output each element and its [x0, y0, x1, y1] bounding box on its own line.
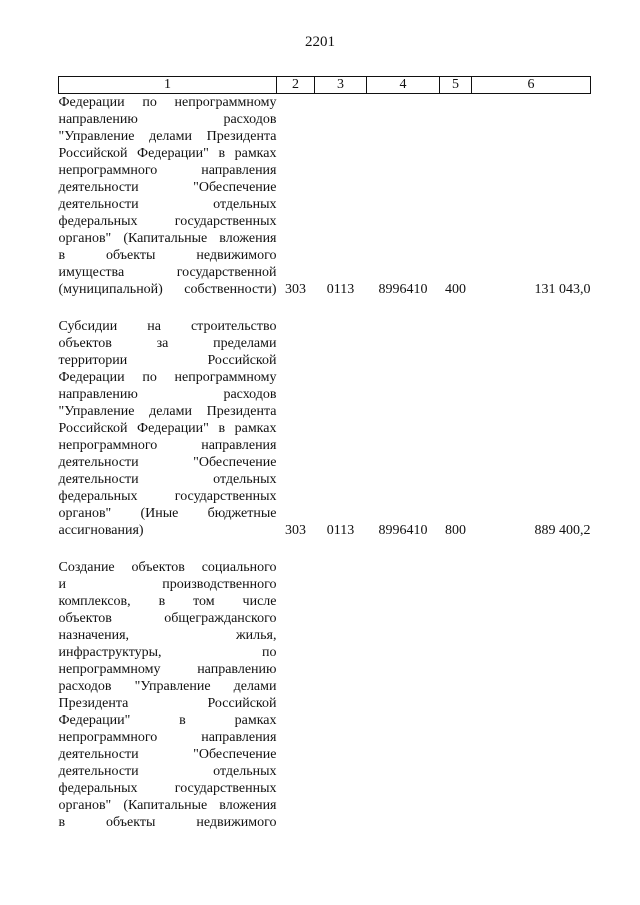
- row-description: [59, 559, 277, 831]
- section-code: [315, 559, 367, 831]
- description-line: "Управление делами Президента: [58, 404, 277, 419]
- description-line: расходов "Управление делами: [58, 679, 277, 694]
- column-header: 5: [440, 77, 472, 94]
- target-article-code: [367, 559, 440, 831]
- description-line: объектов общегражданского: [58, 611, 277, 626]
- description-line: (муниципальной) собственности): [58, 282, 277, 297]
- description-line: непрограммного направления: [58, 163, 277, 178]
- description-line: деятельности отдельных: [58, 764, 277, 779]
- target-article-code: 8996410: [378, 282, 428, 297]
- description-line: деятельности "Обеспечение: [58, 747, 277, 762]
- description-line: органов" (Капитальные вложения: [58, 231, 277, 246]
- column-header: 3: [315, 77, 367, 94]
- target-article-code: 8996410: [378, 523, 428, 538]
- description-line: федеральных государственных: [58, 489, 277, 504]
- ministry-code: 303: [285, 523, 306, 538]
- budget-table: [58, 76, 591, 831]
- description-line: непрограммного направления: [58, 438, 277, 453]
- description-line: деятельности "Обеспечение: [58, 455, 277, 470]
- ministry-code: [277, 559, 315, 831]
- description-line: Федерации" в рамках: [58, 713, 277, 728]
- description-line: и производственного: [58, 577, 277, 592]
- description-line: непрограммного направления: [58, 730, 277, 745]
- row-spacer: [59, 539, 591, 559]
- expense-type-code: [440, 559, 472, 831]
- description-line: направлению расходов: [58, 112, 277, 127]
- description-line: имущества государственной: [58, 265, 277, 280]
- description-line: органов" (Иные бюджетные: [58, 506, 277, 521]
- column-header: 1: [59, 77, 277, 94]
- description-line: органов" (Капитальные вложения: [58, 798, 277, 813]
- column-header: 2: [277, 77, 315, 94]
- page-number: 2201: [305, 34, 335, 50]
- description-line: инфраструктуры, по: [58, 645, 277, 660]
- description-line: Российской Федерации" в рамках: [58, 146, 277, 161]
- amount-value: 131 043,0: [534, 282, 591, 297]
- description-line: в объекты недвижимого: [58, 248, 277, 263]
- description-line: комплексов, в том числе: [58, 594, 277, 609]
- description-line: Российской Федерации" в рамках: [58, 421, 277, 436]
- column-header: 4: [367, 77, 440, 94]
- section-code: 0113: [326, 282, 355, 297]
- table-row: [59, 94, 591, 299]
- row-description: [59, 94, 277, 299]
- description-line: Субсидии на строительство: [58, 319, 277, 334]
- table-row: [59, 559, 591, 831]
- description-line: Создание объектов социального: [58, 560, 277, 575]
- description-line: территории Российской: [58, 353, 277, 368]
- description-line: "Управление делами Президента: [58, 129, 277, 144]
- row-description: [59, 318, 277, 539]
- amount-value: 889 400,2: [534, 523, 591, 538]
- description-line: Федерации по непрограммному: [58, 370, 277, 385]
- column-header: 6: [472, 77, 591, 94]
- description-line: назначения, жилья,: [58, 628, 277, 643]
- expense-type-code: 800: [445, 523, 466, 538]
- table-header-row: [59, 77, 591, 94]
- description-line: федеральных государственных: [58, 781, 277, 796]
- ministry-code: 303: [285, 282, 306, 297]
- description-line: Президента Российской: [58, 696, 277, 711]
- description-line: ассигнования): [58, 523, 144, 538]
- description-line: непрограммному направлению: [58, 662, 277, 677]
- description-line: в объекты недвижимого: [58, 815, 277, 830]
- section-code: 0113: [326, 523, 355, 538]
- description-line: деятельности отдельных: [58, 197, 277, 212]
- table-row: [59, 318, 591, 539]
- amount-value: [472, 559, 591, 831]
- description-line: деятельности отдельных: [58, 472, 277, 487]
- row-spacer: [59, 298, 591, 318]
- expense-type-code: 400: [445, 282, 466, 297]
- description-line: деятельности "Обеспечение: [58, 180, 277, 195]
- description-line: объектов за пределами: [58, 336, 277, 351]
- description-line: федеральных государственных: [58, 214, 277, 229]
- description-line: направлению расходов: [58, 387, 277, 402]
- description-line: Федерации по непрограммному: [58, 95, 277, 110]
